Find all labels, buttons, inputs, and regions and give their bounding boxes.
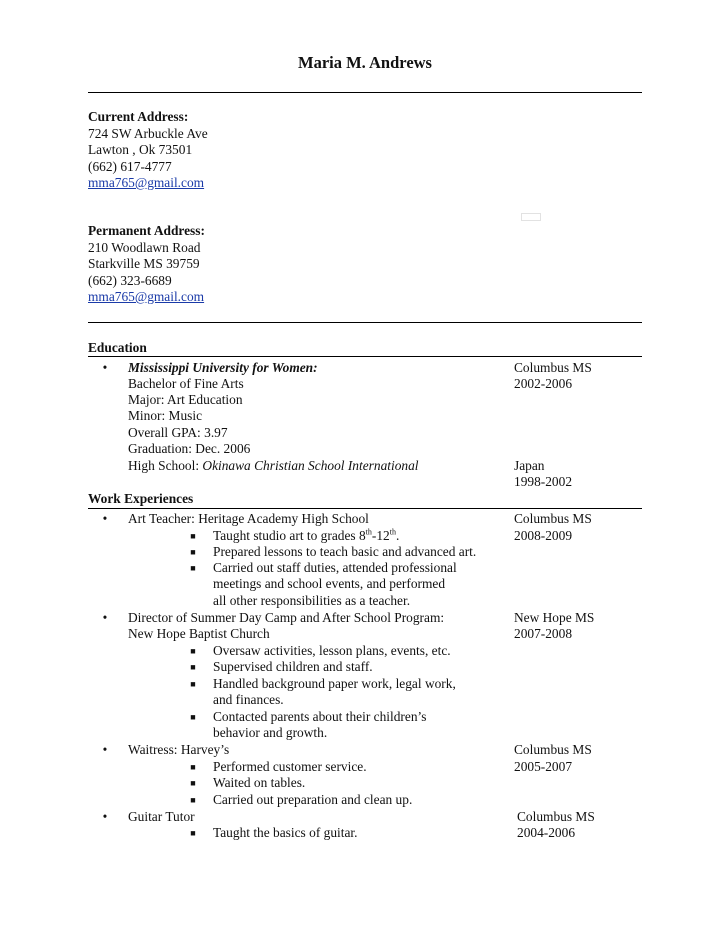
job-duty: Performed customer service.	[213, 759, 367, 774]
job-duty: Carried out staff duties, attended professional	[213, 560, 457, 575]
current-address-label: Current Address:	[88, 109, 189, 124]
current-address-line: 724 SW Arbuckle Ave	[88, 125, 208, 141]
job-duty: Supervised children and staff.	[213, 659, 373, 674]
work-heading: Work Experiences	[88, 491, 194, 506]
permanent-address	[88, 223, 205, 306]
square-bullet-icon: ■	[190, 531, 196, 541]
degree-detail: Overall GPA: 3.97	[128, 425, 228, 440]
degree-detail: Minor: Music	[128, 408, 203, 423]
high-school-years: 1998-2002	[514, 474, 573, 489]
job-duty-cont: and finances.	[213, 692, 284, 707]
square-bullet-icon: ■	[190, 563, 196, 573]
job-duty: Oversaw activities, lesson plans, events, etc.	[213, 643, 451, 658]
square-bullet-icon: ■	[190, 547, 196, 557]
current-address-line: Lawton , Ok 73501	[88, 142, 193, 157]
degree-detail: Major: Art Education	[128, 392, 243, 407]
current-address	[88, 109, 208, 192]
degree-detail: Bachelor of Fine Arts	[128, 376, 244, 391]
square-bullet-icon: ■	[190, 679, 196, 689]
job-location: Columbus MS	[514, 742, 592, 757]
job-duty: Taught the basics of guitar.	[213, 825, 358, 840]
current-email-link[interactable]: mma765@gmail.com	[88, 175, 205, 190]
permanent-address-label: Permanent Address:	[88, 223, 205, 238]
square-bullet-icon: ■	[190, 795, 196, 805]
job-duty-cont: meetings and school events, and performed	[213, 576, 446, 591]
job-duty: Contacted parents about their children’s	[213, 709, 427, 724]
permanent-phone: (662) 323-6689	[88, 272, 172, 288]
work-rule	[88, 508, 642, 509]
education-rule	[88, 356, 642, 357]
education-heading: Education	[88, 340, 147, 355]
square-bullet-icon: ■	[190, 712, 196, 722]
school-location: Columbus MS	[514, 360, 592, 375]
permanent-address-line: Starkville MS 39759	[88, 256, 200, 271]
bullet-icon: •	[102, 360, 108, 375]
school-years: 2002-2006	[514, 376, 573, 391]
square-bullet-icon: ■	[190, 778, 196, 788]
permanent-address-line: 210 Woodlawn Road	[88, 239, 201, 255]
job-duty: Waited on tables.	[213, 775, 306, 790]
job-duty: Prepared lessons to teach basic and advanced art.	[213, 544, 477, 559]
high-school: High School: Okinawa Christian School International	[128, 458, 419, 473]
job-duty-cont: behavior and growth.	[213, 725, 328, 740]
job-years: 2005-2007	[514, 759, 573, 774]
square-bullet-icon: ■	[190, 662, 196, 672]
bullet-icon: •	[102, 610, 108, 625]
square-bullet-icon: ■	[190, 646, 196, 656]
bullet-icon: •	[102, 511, 108, 526]
job-duty: Taught studio art to grades 8th-12th.	[213, 527, 400, 543]
small-stamp-image	[521, 213, 541, 221]
high-school-location: Japan	[514, 458, 545, 473]
job-years: 2004-2006	[517, 825, 576, 840]
job-title: Guitar Tutor	[128, 809, 195, 824]
job-employer: New Hope Baptist Church	[128, 626, 270, 641]
job-title: Art Teacher: Heritage Academy High School	[128, 511, 369, 526]
job-duty-cont: all other responsibilities as a teacher.	[213, 593, 411, 608]
job-title: Director of Summer Day Camp and After School Program:	[128, 610, 445, 625]
permanent-email-link[interactable]: mma765@gmail.com	[88, 289, 205, 304]
address-rule	[88, 322, 642, 323]
square-bullet-icon: ■	[190, 762, 196, 772]
current-phone: (662) 617-4777	[88, 158, 172, 174]
school-name: Mississippi University for Women:	[128, 360, 318, 375]
job-years: 2007-2008	[514, 626, 573, 641]
header-rule	[88, 92, 642, 93]
job-location: Columbus MS	[514, 511, 592, 526]
square-bullet-icon: ■	[190, 828, 196, 838]
bullet-icon: •	[102, 742, 108, 757]
job-duty: Handled background paper work, legal work,	[213, 676, 456, 691]
job-location: Columbus MS	[517, 809, 595, 824]
job-location: New Hope MS	[514, 610, 595, 625]
job-years: 2008-2009	[514, 528, 573, 543]
job-title: Waitress: Harvey’s	[128, 742, 230, 757]
bullet-icon: •	[102, 809, 108, 824]
resume-name: Maria M. Andrews	[298, 53, 432, 72]
job-duty: Carried out preparation and clean up.	[213, 792, 413, 807]
degree-detail: Graduation: Dec. 2006	[128, 441, 251, 456]
